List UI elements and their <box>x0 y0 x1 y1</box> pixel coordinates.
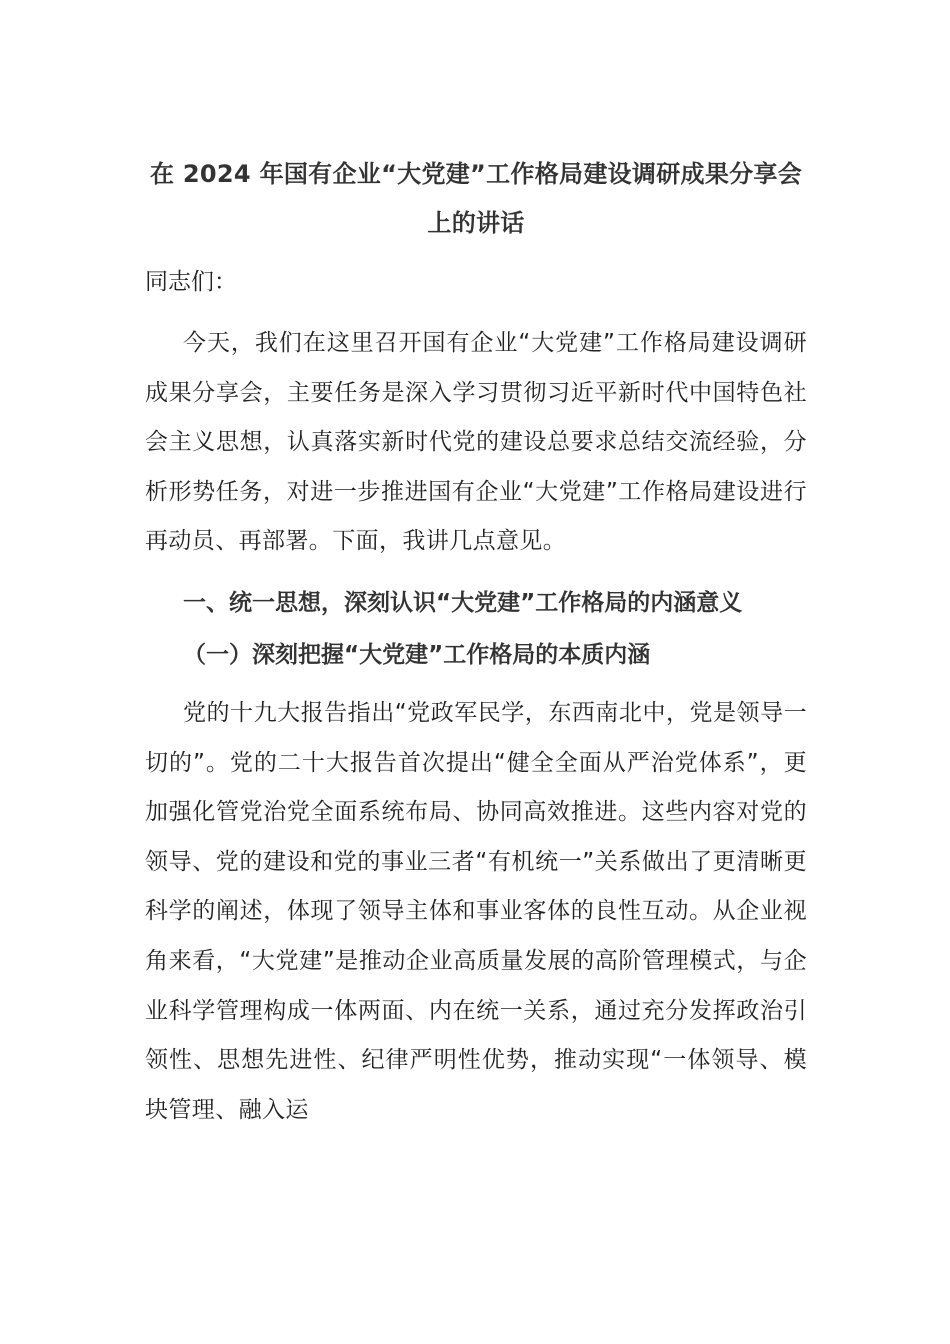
subsection-heading-1: （一）深刻把握“大党建”工作格局的本质内涵 <box>183 641 651 668</box>
salutation: 同志们： <box>145 269 237 295</box>
document-title: 在 2024 年国有企业“大党建”工作格局建设调研成果分享会上的讲话 <box>149 160 803 237</box>
body-paragraph-1: 党的十九大报告指出“党政军民学，东西南北中，党是领导一切的”。党的二十大报告首次提出“健全全面从严治党体系”，更加强化管党治党全面系统布局、协同高效推进。这些内容对党的领导、党的建设和党的事业三者“有机统一”关系做出了更清晰更科学的阐述，体现了领导主体和事业客体的良性互动。从企业视角来看，“大党建”是推动企业高质量发展的高阶管理模式，与企业科学管理构成一体两面、内在统一关系，通过充分发挥政治引领性、思想先进性、纪律严明性优势，推动实现“一体领导、模块管理、融入运 <box>145 699 807 1123</box>
section-heading-1: 一、统一思想，深刻认识“大党建”工作格局的内涵意义 <box>183 589 743 616</box>
document-page <box>145 150 807 1135</box>
intro-paragraph: 今天，我们在这里召开国有企业“大党建”工作格局建设调研成果分享会，主要任务是深入学习贯彻习近平新时代中国特色社会主义思想，认真落实新时代党的建设总要求总结交流经验，分析形势任务，对进一步推进国有企业“大党建”工作格局建设进行再动员、再部署。下面，我讲几点意见。 <box>145 330 807 555</box>
